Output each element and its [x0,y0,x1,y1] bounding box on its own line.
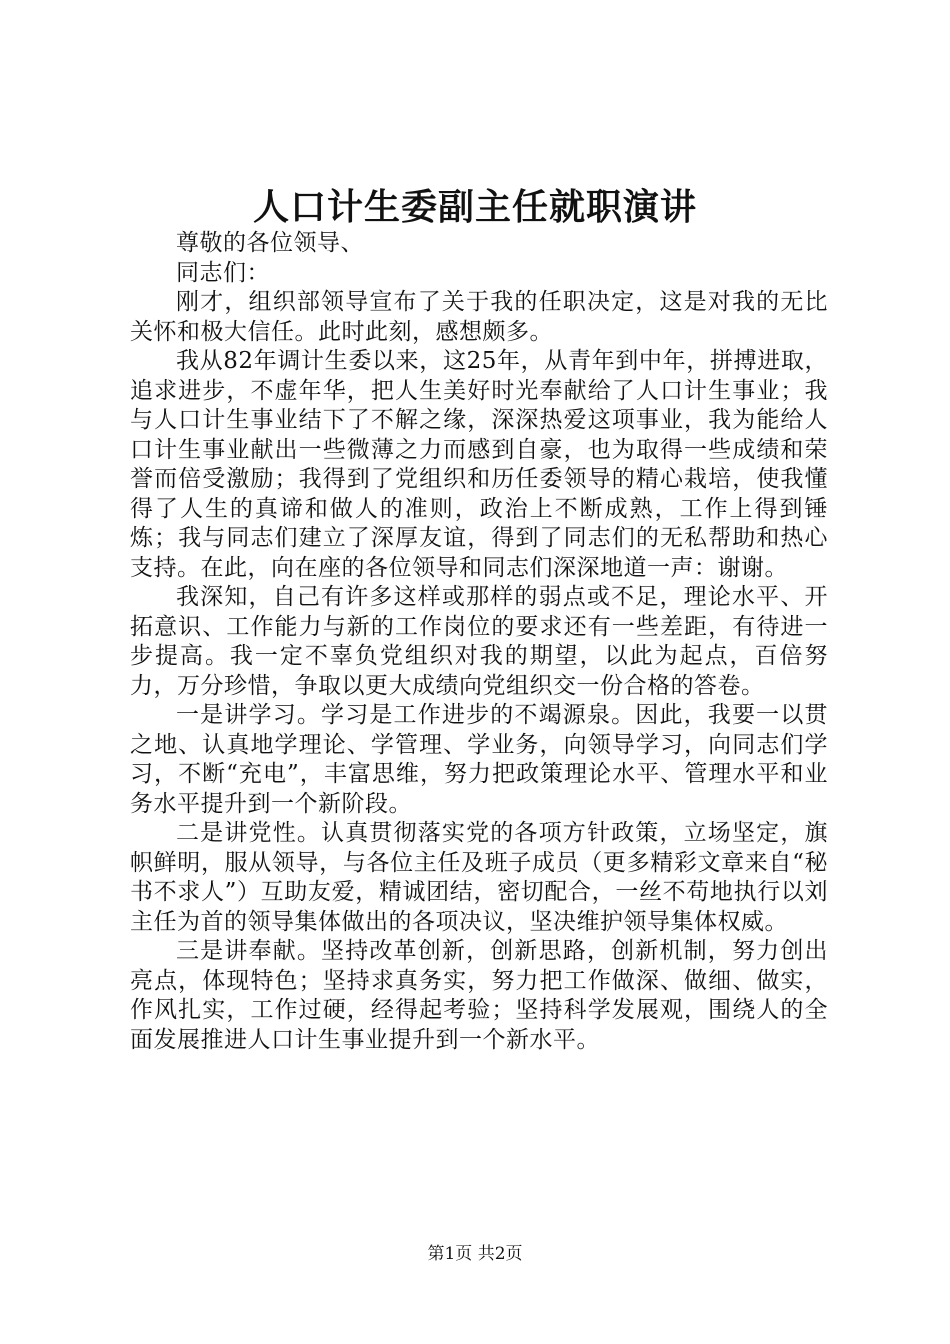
paragraph-point-study: 一是讲学习。学习是工作进步的不竭源泉。因此，我要一以贯之地、认真地学理论、学管理、学业务，向领导学习，向同志们学习，不断“充电”，丰富思维，努力把政策理论水平、管理水平和业务水平提升到一个新阶段。 [130,702,828,817]
salutation-line-2: 同志们： [176,259,270,286]
document-body [130,229,828,1055]
document-title: 人口计生委副主任就职演讲 [252,186,697,228]
paragraph-self-assessment: 我深知，自己有许多这样或那样的弱点或不足，理论水平、开拓意识、工作能力与新的工作岗位的要求还有一些差距，有待进一步提高。我一定不辜负党组织对我的期望，以此为起点，百倍努力，万分珍惜，争取以更大成绩向党组织交一份合格的答卷。 [130,584,828,699]
paragraph-history: 我从82年调计生委以来，这25年，从青年到中年，拼搏进取，追求进步，不虚年华，把人生美好时光奉献给了人口计生事业；我与人口计生事业结下了不解之缘，深深热爱这项事业，我为能给人口计生事业献出一些微薄之力而感到自豪，也为取得一些成绩和荣誉而倍受激励；我得到了党组织和历任委领导的精心栽培，使我懂得了人生的真谛和做人的准则，政治上不断成熟，工作上得到锤炼；我与同志们建立了深厚友谊，得到了同志们的无私帮助和热心支持。在此，向在座的各位领导和同志们深深地道一声：谢谢。 [130,348,828,581]
salutation-line-1: 尊敬的各位领导、 [176,230,364,256]
page-number-footer: 第1页 共2页 [427,1244,523,1264]
paragraph-opening: 刚才，组织部领导宣布了关于我的任职决定，这是对我的无比关怀和极大信任。此时此刻，感想颇多。 [130,289,828,345]
paragraph-point-party: 二是讲党性。认真贯彻落实党的各项方针政策，立场坚定，旗帜鲜明，服从领导，与各位主任及班子成员（更多精彩文章来自“秘书不求人”）互助友爱，精诚团结，密切配合，一丝不苟地执行以刘主任为首的领导集体做出的各项决议，坚决维护领导集体权威。 [130,820,828,935]
paragraph-point-dedication: 三是讲奉献。坚持改革创新，创新思路，创新机制，努力创出亮点，体现特色；坚持求真务实，努力把工作做深、做细、做实，作风扎实，工作过硬，经得起考验；坚持科学发展观，围绕人的全面发展推进人口计生事业提升到一个新水平。 [130,938,828,1053]
